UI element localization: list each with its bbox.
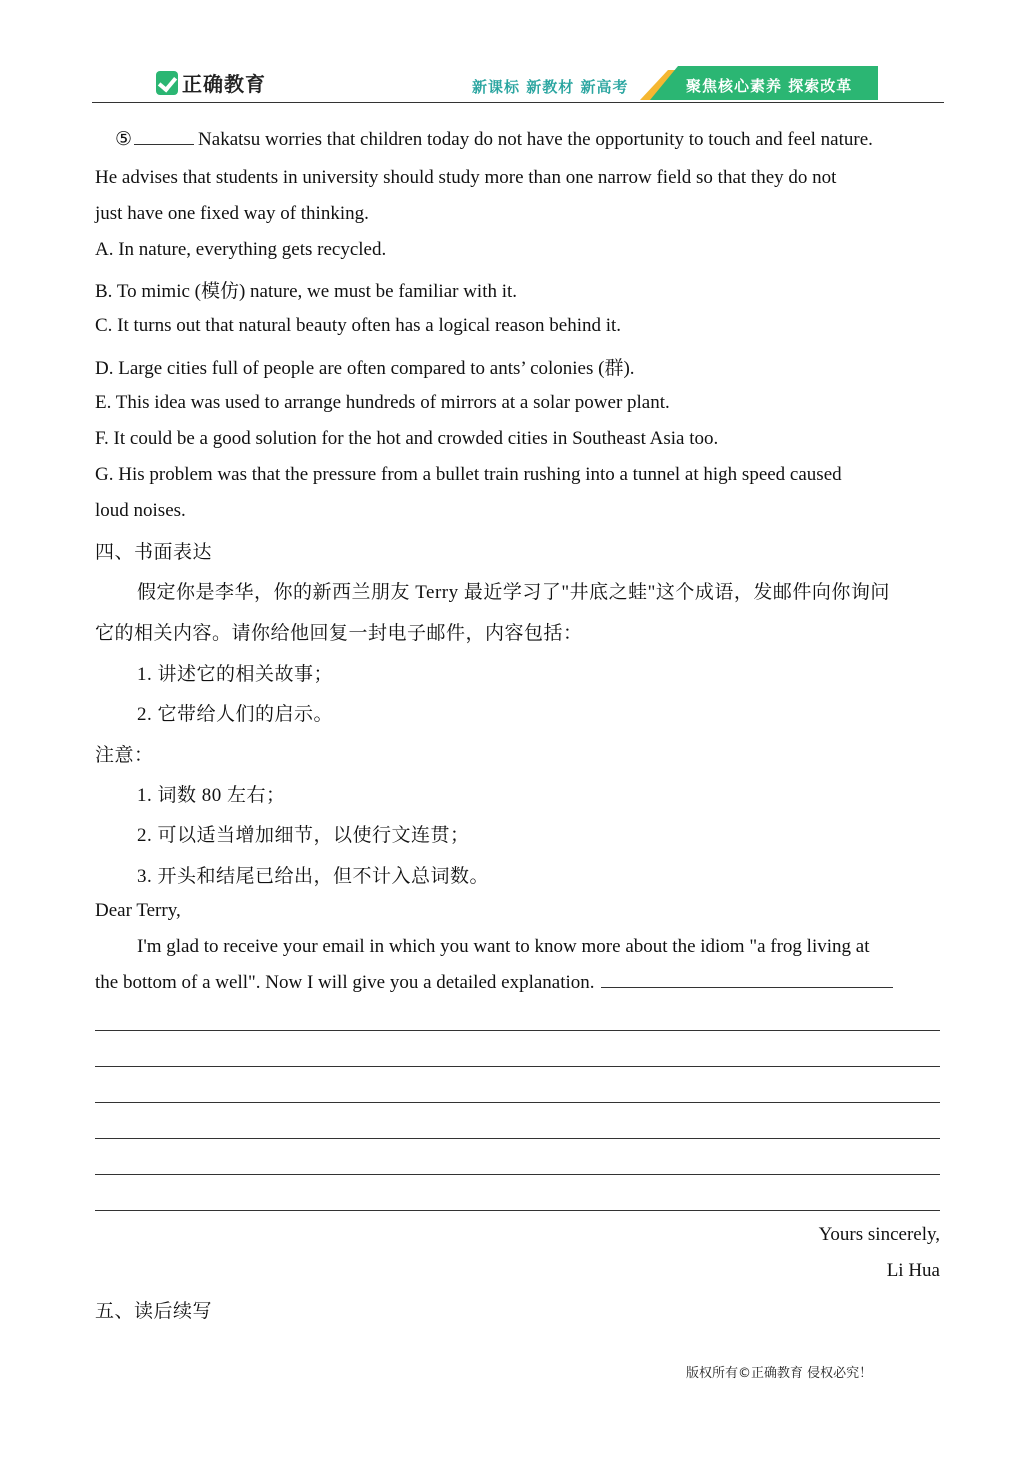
writing-line[interactable]	[95, 1210, 940, 1211]
letter-greeting: Dear Terry,	[95, 900, 181, 921]
prompt-line-2: 它的相关内容。请你给他回复一封电子邮件，内容包括：	[95, 623, 583, 644]
writing-line[interactable]	[95, 1102, 940, 1103]
letter-body-text: the bottom of a well". Now I will give you a detailed explanation.	[95, 972, 595, 993]
answer-blank[interactable]	[134, 143, 194, 145]
option-g-continued: loud noises.	[95, 500, 186, 521]
option-b: B. To mimic (模仿) nature, we must be familiar with it.	[95, 281, 518, 302]
letter-body-line-1: I'm glad to receive your email in which you want to know more about the idiom "a frog living at	[137, 936, 870, 957]
header-divider	[92, 102, 944, 103]
option-e: E. This idea was used to arrange hundreds of mirrors at a solar power plant.	[95, 392, 670, 413]
logo-text: 正确教育	[182, 72, 266, 96]
option-f: F. It could be a good solution for the hot and crowded cities in Southeast Asia too.	[95, 428, 719, 449]
note-2: 2. 可以适当增加细节，以使行文连贯；	[137, 825, 470, 846]
letter-body-line-2	[95, 972, 893, 994]
header-banner	[640, 66, 878, 100]
note-1: 1. 词数 80 左右；	[137, 785, 286, 806]
prompt-line-1: 假定你是李华，你的新西兰朋友 Terry 最近学习了"井底之蛙"这个成语，发邮件向你询问	[137, 582, 890, 603]
content-item-1: 1. 讲述它的相关故事；	[137, 664, 334, 685]
option-c: C. It turns out that natural beauty often has a logical reason behind it.	[95, 315, 622, 336]
copyright-footer: 版权所有©正确教育 侵权必究！	[686, 1366, 873, 1381]
letter-signature: Li Hua	[886, 1260, 940, 1281]
option-a: A. In nature, everything gets recycled.	[95, 239, 387, 260]
writing-line[interactable]	[95, 1030, 940, 1031]
option-g: G. His problem was that the pressure from a bullet train rushing into a tunnel at high speed caused	[95, 464, 842, 485]
question-5-line-2: He advises that students in university should study more than one narrow field so that they do not	[95, 167, 837, 188]
question-5-line-3: just have one fixed way of thinking.	[95, 203, 369, 224]
brand-logo	[156, 68, 266, 97]
note-3: 3. 开头和结尾已给出，但不计入总词数。	[137, 866, 490, 887]
question-5-line-1	[115, 128, 873, 151]
content-item-2: 2. 它带给人们的启示。	[137, 704, 334, 725]
header-tagline: 新课标 新教材 新高考	[472, 78, 629, 96]
letter-closing: Yours sincerely,	[818, 1224, 940, 1245]
section-5-title: 五、读后续写	[95, 1301, 213, 1322]
question-number: ⑤	[115, 129, 133, 150]
banner-text: 聚焦核心素养 探索改革	[686, 77, 853, 95]
checkmark-icon	[156, 71, 178, 95]
writing-line[interactable]	[95, 1138, 940, 1139]
writing-line[interactable]	[95, 1174, 940, 1175]
writing-line[interactable]	[95, 1066, 940, 1067]
page-header	[92, 64, 944, 104]
question-text: Nakatsu worries that children today do not have the opportunity to touch and feel nature.	[198, 129, 873, 150]
notes-title: 注意：	[95, 745, 154, 766]
section-4-title: 四、书面表达	[95, 542, 213, 563]
writing-line[interactable]	[601, 986, 893, 988]
option-d: D. Large cities full of people are often compared to ants’ colonies (群).	[95, 358, 635, 379]
